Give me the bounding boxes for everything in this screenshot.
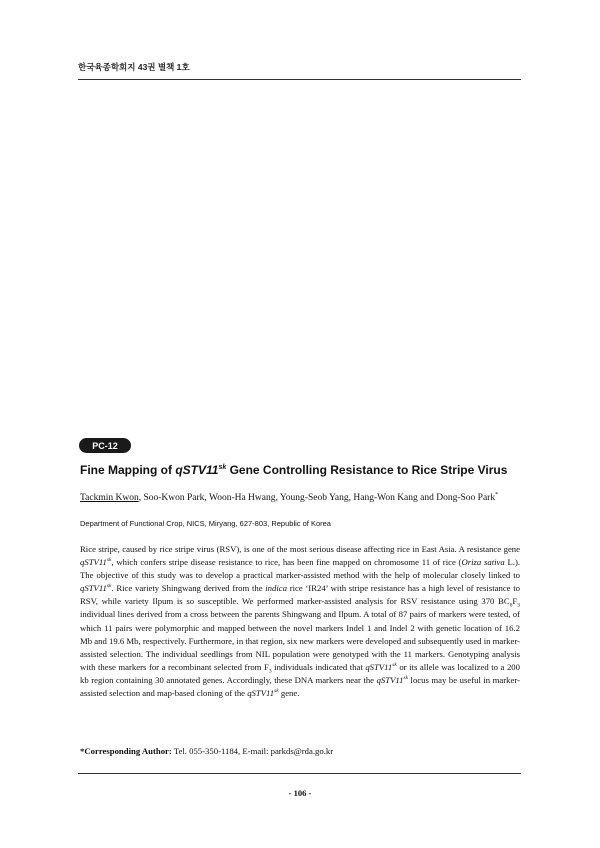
subscript: 3: [268, 668, 272, 675]
page-number: - 106 -: [288, 788, 312, 798]
abstract-text: individual lines derived from a cross between the parents Shingwang and Ilpum. A total of 87 pairs of markers were tested, of which 11 pairs were polymorphic and mapped between the novel markers Indel 1 and Indel 2 with genetic location of 16.2 Mb and 19.6 Mb, respectively. Furthermore, in that region, six new markers were developed and subsequently used in marker-assisted selection. The individual seedlings from NIL population were genotyped with the 11 markers. Genotyping analysis with these markers for a recombinant selected from F: [80, 609, 520, 672]
corresponding-label: *Corresponding Author:: [80, 746, 172, 756]
abstract-text: rice ‘IR24’ with stripe resistance has a high level of resistance to RSV, while variety Ilpum is so susceptible. We performed marker-assisted analysis for RSV resistance using 370 BC: [80, 583, 520, 607]
abstract-text: Rice stripe, caused by rice stripe virus (RSV), is one of the most serious disease affecting rice in East Asia. A resistance gene: [80, 544, 520, 554]
footer-rule: [78, 773, 521, 774]
subscript: 6: [509, 603, 513, 610]
gene-sup: sk: [403, 675, 409, 682]
gene-sup: sk: [392, 661, 397, 668]
gene-name: qSTV11: [376, 674, 404, 685]
corresponding-author: [80, 746, 333, 756]
abstract-text: locus may be useful in marker-assisted selection and map-based cloning of the: [80, 674, 520, 699]
abstract-text: . Rice variety Shingwang derived from the: [111, 583, 266, 594]
first-author: Tackmin Kwon: [80, 493, 139, 504]
other-authors: , Soo-Kwon Park, Woon-Ha Hwang, Young-Seob Yang, Hang-Won Kang and Dong-Soo Park: [138, 493, 496, 504]
abstract-text: F: [512, 596, 518, 607]
gene-name: qSTV11: [80, 557, 107, 568]
species-name: Oriza sativa: [461, 557, 505, 568]
gene-name: qSTV11: [365, 661, 393, 672]
title-prefix: Fine Mapping of: [80, 463, 176, 477]
title-gene: qSTV11: [175, 463, 219, 477]
abstract-text: gene.: [278, 688, 300, 699]
abstract-text: , which confers stripe disease resistance to rice, has been fine mapped on chromosome 11 of rice (: [111, 557, 462, 568]
title-gene-sup: sk: [218, 464, 227, 471]
abstract-body: [80, 543, 520, 700]
journal-header: 한국육종학회지 43권 별책 1호: [78, 62, 190, 72]
gene-sup: sk: [106, 557, 112, 564]
abstract-text: L.). The objective of this study was to develop a practical marker-assisted method with the help of molecular closely linked to: [80, 557, 521, 581]
indica-term: indica: [265, 583, 287, 594]
subscript: 3: [517, 603, 520, 610]
gene-sup: sk: [274, 688, 279, 695]
gene-sup: sk: [106, 583, 112, 590]
affiliation: Department of Functional Crop, NICS, Miryang, 627-803, Republic of Korea: [80, 519, 331, 528]
corresponding-contact: Tel. 055-350-1184, E-mail: parkds@rda.go.kr: [171, 746, 334, 756]
abstract-id-badge: PC-12: [79, 438, 131, 453]
abstract-text: or its allele was localized to a 200 kb region containing 30 annotated genes. Accordingly, these DNA markers near the: [80, 661, 520, 685]
header-rule: [78, 79, 521, 80]
gene-name: qSTV11: [247, 688, 275, 699]
title-suffix: Gene Controlling Resistance to Rice Stripe Virus: [226, 463, 508, 477]
gene-name: qSTV11: [80, 583, 107, 594]
corresponding-mark: *: [495, 492, 499, 498]
paper-title: [80, 463, 540, 477]
abstract-text: individuals indicated that: [271, 661, 366, 672]
author-list: [80, 492, 540, 503]
